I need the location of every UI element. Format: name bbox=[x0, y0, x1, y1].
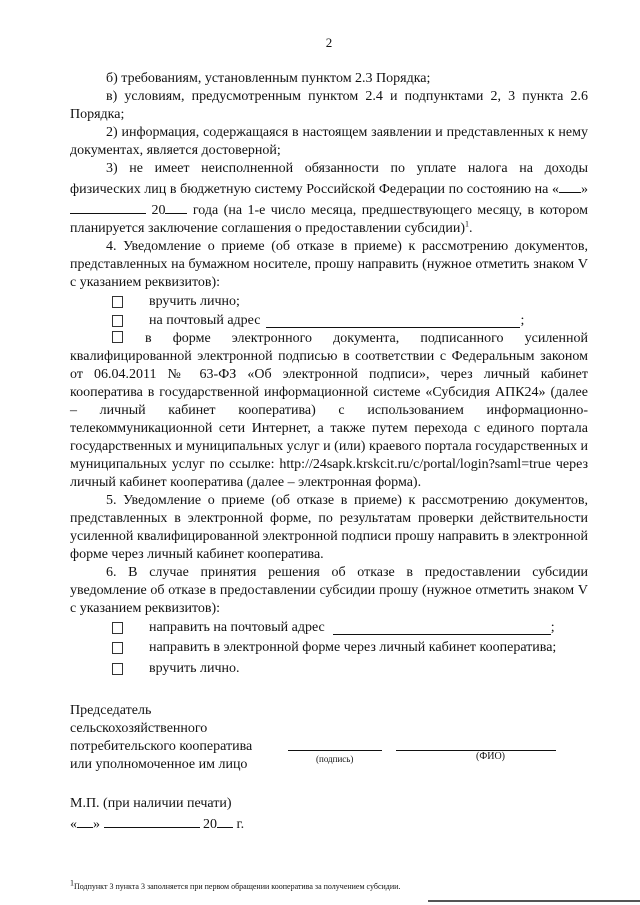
option-4-post-end: ; bbox=[520, 312, 525, 328]
item-v: в) условиям, предусмотренным пунктом 2.4 и подпунктами 2, 3 пункта 2.6 Порядка; bbox=[70, 89, 588, 122]
footnote-ref: 1 bbox=[465, 219, 469, 229]
post-address-blank-6[interactable] bbox=[333, 620, 551, 635]
year-blank[interactable] bbox=[165, 199, 187, 214]
signatory-line-1: Председатель сельскохозяйственного bbox=[70, 703, 208, 736]
option-4-post-label: на почтовый адрес bbox=[149, 312, 261, 328]
option-6-post bbox=[112, 618, 588, 637]
checkbox-6-electronic[interactable] bbox=[112, 642, 123, 654]
option-4-electronic bbox=[70, 330, 588, 492]
item-3-text-b: года (на 1-е число месяца, предшествующего месяцу, в котором планируется заключение соглашения о предоставлении субсидии) bbox=[70, 203, 589, 236]
option-6-hand bbox=[112, 658, 588, 680]
item-b: б) требованиям, установленным пунктом 2.3 Порядка; bbox=[106, 71, 431, 86]
option-6-hand-label: вручить лично. bbox=[149, 661, 240, 676]
footnote-mark: 1 bbox=[70, 878, 74, 888]
checkbox-4-post[interactable] bbox=[112, 315, 123, 327]
date-month-blank[interactable] bbox=[104, 813, 200, 828]
scan-edge-line bbox=[428, 900, 640, 902]
item-6: 6. В случае принятия решения об отказе в предоставлении субсидии уведомление об отказе в предоставлении субсидии прошу (нужное отметить знаком V с указанием реквизитов): bbox=[70, 565, 588, 616]
option-6-post-label: направить на почтовый адрес bbox=[149, 619, 325, 635]
post-address-blank-4[interactable] bbox=[266, 313, 520, 328]
checkbox-4-electronic[interactable] bbox=[112, 331, 123, 343]
item-3-quote-close: » bbox=[581, 182, 588, 197]
option-4-hand-label: вручить лично; bbox=[149, 293, 240, 309]
item-4: 4. Уведомление о приеме (об отказе в приеме) к рассмотрению документов, представленных на бумажном носителе, прошу направить (нужное отметить знаком V с указанием реквизитов): bbox=[70, 239, 588, 290]
option-4-post bbox=[112, 311, 588, 330]
date-year-blank[interactable] bbox=[217, 813, 233, 828]
month-blank[interactable] bbox=[70, 199, 146, 214]
date-suffix: г. bbox=[236, 817, 245, 832]
option-6-post-end: ; bbox=[550, 619, 555, 635]
option-6-electronic bbox=[112, 637, 588, 658]
date-day-blank[interactable] bbox=[77, 813, 93, 828]
stamp-block bbox=[70, 794, 588, 834]
option-6-electronic-label: направить в электронной форме через личный кабинет кооператива; bbox=[149, 639, 557, 655]
checkbox-4-hand[interactable] bbox=[112, 296, 123, 308]
signature-caption: (подпись) bbox=[316, 754, 354, 764]
date-year-prefix: 20 bbox=[203, 817, 217, 832]
item-3-year-prefix: 20 bbox=[151, 203, 166, 218]
stamp-label: М.П. (при наличии печати) bbox=[70, 796, 232, 811]
item-3-text-a: 3) не имеет неисполненной обязанности по уплате налога на доходы физических лиц в бюджетную систему Российской Федерации по состоянию на « bbox=[70, 161, 588, 197]
footnote bbox=[70, 878, 588, 892]
signature-block bbox=[70, 702, 588, 774]
option-4-electronic-label: в форме электронного документа, подписанного усиленной квалифицированной электронной подписью в соответствии с Федеральным законом от 06.04.2011 № 63-ФЗ «Об электронной подписи», через личный кабинет кооператива в государственной информационной системе «Субсидия АПК24» (далее – личный кабинет кооператива) с использованием информационно-телекоммуникационной сети Интернет, а также путем перехода с единого портала государственных и муниципальных услуг и (или) краевого портала государственных и муниципальных услуг по ссылке: http://24sapk.krskcit.ru/c/portal/login?saml=true через личный кабинет кооператива (далее – электронная форма). bbox=[70, 331, 588, 490]
full-name-caption: (ФИО) bbox=[476, 751, 506, 762]
signature-blank[interactable] bbox=[288, 750, 382, 751]
day-blank[interactable] bbox=[559, 178, 581, 193]
date-quote-close: » bbox=[93, 817, 100, 832]
item-3-period: . bbox=[469, 221, 473, 236]
option-4-hand bbox=[112, 292, 588, 311]
checkbox-6-post[interactable] bbox=[112, 622, 123, 634]
item-5: 5. Уведомление о приеме (об отказе в приеме) к рассмотрению документов, представленных в электронной форме, по результатам проверки действительности усиленной квалифицированной электронной подписи прошу направить в электронной форме через личный кабинет кооператива. bbox=[70, 493, 588, 562]
signatory-line-3: или уполномоченное им лицо bbox=[70, 757, 248, 772]
item-3 bbox=[70, 160, 588, 238]
footnote-text: Подпункт 3 пункта 3 заполняется при первом обращении кооператива за получением субсидии. bbox=[74, 882, 401, 891]
item-2: 2) информация, содержащаяся в настоящем заявлении и представленных к нему документах, является достоверной; bbox=[70, 125, 588, 158]
date-line bbox=[70, 813, 588, 834]
page-number: 2 bbox=[325, 35, 333, 50]
checkbox-6-hand[interactable] bbox=[112, 663, 123, 675]
date-quote-open: « bbox=[70, 817, 77, 832]
signatory-line-2: потребительского кооператива bbox=[70, 739, 253, 754]
